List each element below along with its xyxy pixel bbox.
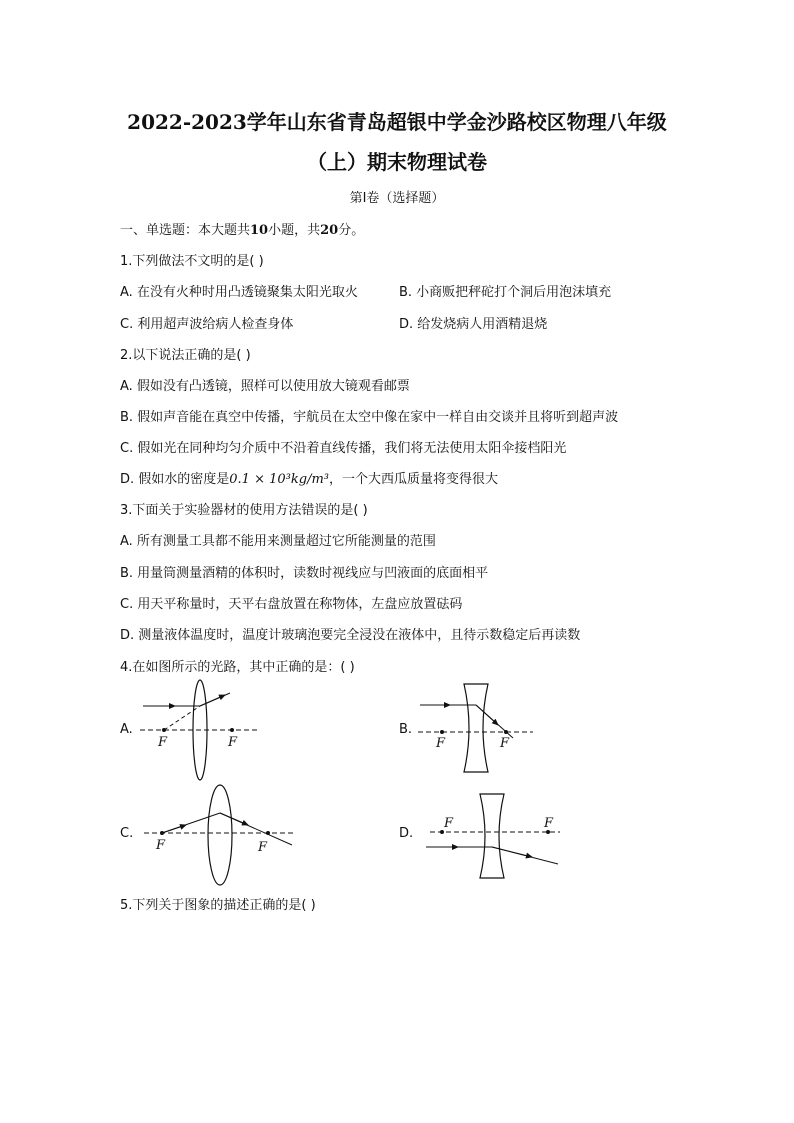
- section-suffix: 分。: [338, 223, 365, 238]
- q2-option-d: [120, 468, 498, 487]
- q4-stem: 4.在如图所示的光路，其中正确的是：( ): [120, 660, 355, 675]
- focus-label: F: [228, 735, 238, 750]
- q2-option-d-pre: D. 假如水的密度是: [120, 472, 230, 487]
- q1-option-a: A. 在没有火种时用凸透镜聚集太阳光取火: [120, 285, 358, 300]
- section-count: 10: [250, 223, 269, 238]
- q2-option-d-post: ，一个大西瓜质量将变得很大: [328, 472, 498, 487]
- focus-label: F: [436, 736, 446, 751]
- q3-option-b: B. 用量筒测量酒精的体积时，读数时视线应与凹液面的底面相平: [120, 566, 489, 581]
- q2-option-b: B. 假如声音能在真空中传播，宇航员在太空中像在家中一样自由交谈并且将听到超声波: [120, 410, 619, 425]
- diagram-a-convex-lens: [140, 675, 270, 785]
- q5-stem: 5.下列关于图象的描述正确的是( ): [120, 898, 316, 913]
- focus-label: F: [156, 838, 166, 853]
- diagram-d-concave-lens: [420, 792, 565, 884]
- section-mid: 小题，共: [268, 223, 321, 238]
- q3-option-c: C. 用天平称量时，天平右盘放置在称物体，左盘应放置砝码: [120, 597, 463, 612]
- q2-stem: 2.以下说法正确的是( ): [120, 348, 251, 363]
- q3-stem: 3.下面关于实验器材的使用方法错误的是( ): [120, 503, 368, 518]
- focus-label: F: [444, 816, 454, 831]
- q2-option-a: A. 假如没有凸透镜，照样可以使用放大镜观看邮票: [120, 379, 410, 394]
- diagram-b-label: B.: [399, 722, 413, 737]
- density-formula: 0.1 × 10³kg/m³: [229, 472, 329, 487]
- diagram-c-label: C.: [120, 826, 134, 841]
- exam-title-line2: （上）期末物理试卷: [307, 150, 487, 174]
- diagram-a-label: A.: [120, 722, 133, 737]
- q1-stem: 1.下列做法不文明的是( ): [120, 254, 264, 269]
- section-score: 20: [320, 223, 339, 238]
- diagram-b-concave-lens: [418, 680, 548, 780]
- focus-label: F: [258, 840, 268, 855]
- focus-label: F: [158, 735, 168, 750]
- q1-option-d: D. 给发烧病人用酒精退烧: [399, 317, 548, 332]
- q1-option-c: C. 利用超声波给病人检查身体: [120, 317, 294, 332]
- volume-subtitle: 第I卷（选择题）: [349, 191, 445, 206]
- exam-title-line1: 2022-2023学年山东省青岛超银中学金沙路校区物理八年级: [127, 110, 667, 134]
- diagram-c-convex-lens: [140, 780, 300, 890]
- q2-option-c: C. 假如光在同种均匀介质中不沿着直线传播，我们将无法使用太阳伞接档阳光: [120, 441, 567, 456]
- diagram-d-label: D.: [399, 826, 414, 841]
- focus-label: F: [500, 736, 510, 751]
- focus-label: F: [544, 816, 554, 831]
- section-heading: [120, 219, 364, 238]
- q1-option-b: B. 小商贩把秤砣打个洞后用泡沫填充: [399, 285, 612, 300]
- q3-option-d: D. 测量液体温度时，温度计玻璃泡要完全浸没在液体中，且待示数稳定后再读数: [120, 628, 581, 643]
- section-prefix: 一、单选题：本大题共: [120, 223, 251, 238]
- q3-option-a: A. 所有测量工具都不能用来测量超过它所能测量的范围: [120, 534, 436, 549]
